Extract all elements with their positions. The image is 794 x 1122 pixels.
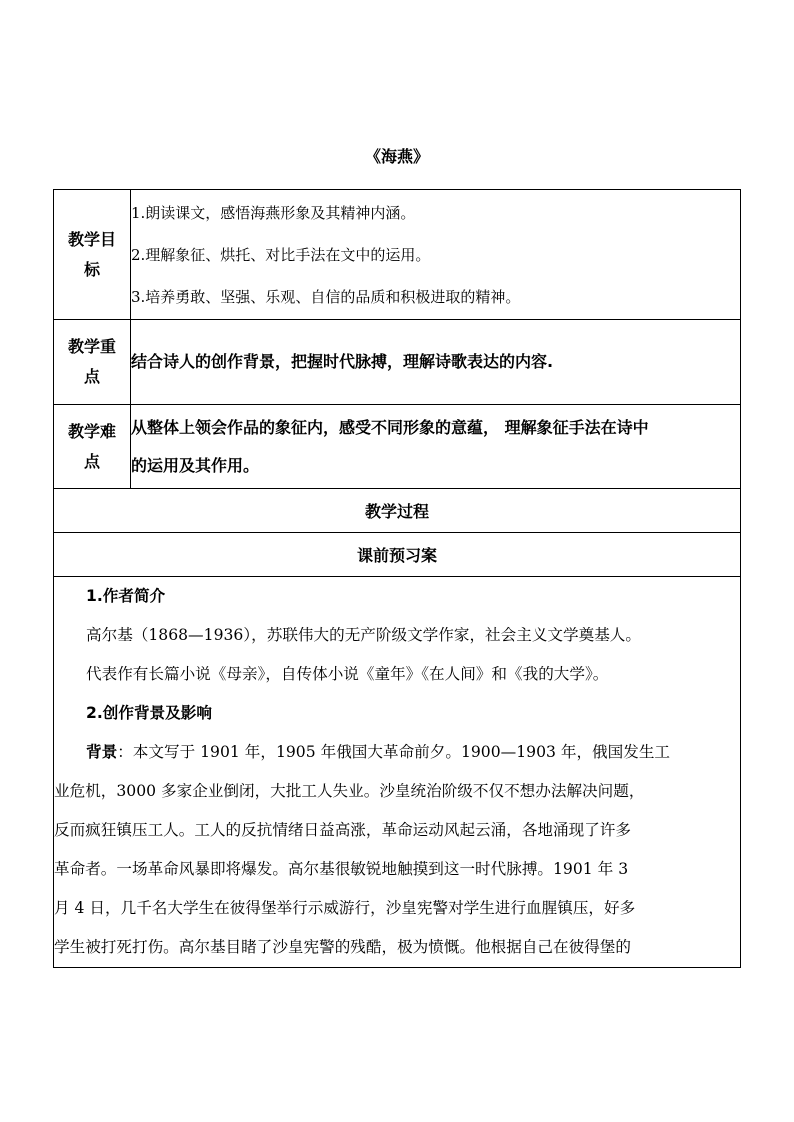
difficulties-content	[131, 405, 741, 489]
background-line: 业危机，3000 多家企业倒闭，大批工人失业。沙皇统治阶级不仅不想办法解决问题，	[54, 782, 645, 800]
difficulties-label-line2: 点	[83, 451, 100, 471]
difficulties-label-line1: 教学难	[67, 421, 116, 441]
objective-item: 1.朗读课文，感悟海燕形象及其精神内涵。	[131, 203, 416, 222]
background-heading: 2.创作背景及影响	[86, 704, 212, 722]
background-line: 革命者。一场革命风暴即将爆发。高尔基很敏锐地触摸到这一时代脉搏。1901 年 3	[54, 860, 629, 878]
key-points-text: 结合诗人的创作背景，把握时代脉搏，理解诗歌表达的内容.	[131, 352, 554, 371]
difficulties-text-line: 的运用及其作用。	[131, 455, 260, 475]
background-lead: 背景	[86, 743, 118, 761]
difficulties-text-line: 从整体上领会作品的象征内，感受不同形象的意蕴， 理解象征手法在诗中	[131, 417, 649, 437]
document-title: 《海燕》	[364, 147, 429, 166]
lesson-plan-table	[53, 189, 741, 968]
difficulties-row	[54, 405, 741, 489]
key-points-content	[131, 320, 741, 405]
objective-item: 3.培养勇敢、坚强、乐观、自信的品质和积极进取的精神。	[131, 287, 521, 306]
background-line: 反而疯狂镇压工人。工人的反抗情绪日益高涨，革命运动风起云涌，各地涌现了许多	[54, 821, 631, 839]
process-heading: 教学过程	[54, 489, 741, 533]
difficulties-label	[54, 405, 131, 489]
preview-body-row	[54, 577, 741, 968]
preview-heading-row	[54, 533, 741, 577]
author-heading: 1.作者简介	[86, 587, 166, 605]
key-points-label-line2: 点	[83, 367, 100, 386]
background-first-line-text: ：本文写于 1901 年，1905 年俄国大革命前夕。1900—1903 年，俄国发生工	[117, 743, 671, 761]
background-line: 月 4 日，几千名大学生在彼得堡举行示威游行，沙皇宪警对学生进行血腥镇压，好多	[54, 899, 636, 917]
objectives-content	[131, 190, 741, 320]
objectives-label-line2: 标	[83, 259, 100, 279]
objectives-label-line1: 教学目	[67, 229, 116, 249]
key-points-row	[54, 320, 741, 405]
background-line	[54, 733, 740, 772]
background-line: 学生被打死打伤。高尔基目睹了沙皇宪警的残酷，极为愤慨。他根据自己在彼得堡的	[54, 938, 631, 956]
key-points-label	[54, 320, 131, 405]
author-line: 高尔基（1868—1936），苏联伟大的无产阶级文学作家，社会主义文学奠基人。	[86, 626, 641, 644]
preview-body	[54, 577, 741, 968]
objectives-row	[54, 190, 741, 320]
objective-item: 2.理解象征、烘托、对比手法在文中的运用。	[131, 245, 431, 264]
author-line: 代表作有长篇小说《母亲》，自传体小说《童年》《在人间》和《我的大学》。	[86, 665, 609, 683]
objectives-label	[54, 190, 131, 320]
process-heading-row	[54, 489, 741, 533]
preview-heading: 课前预习案	[54, 533, 741, 577]
key-points-label-line1: 教学重	[67, 337, 116, 356]
